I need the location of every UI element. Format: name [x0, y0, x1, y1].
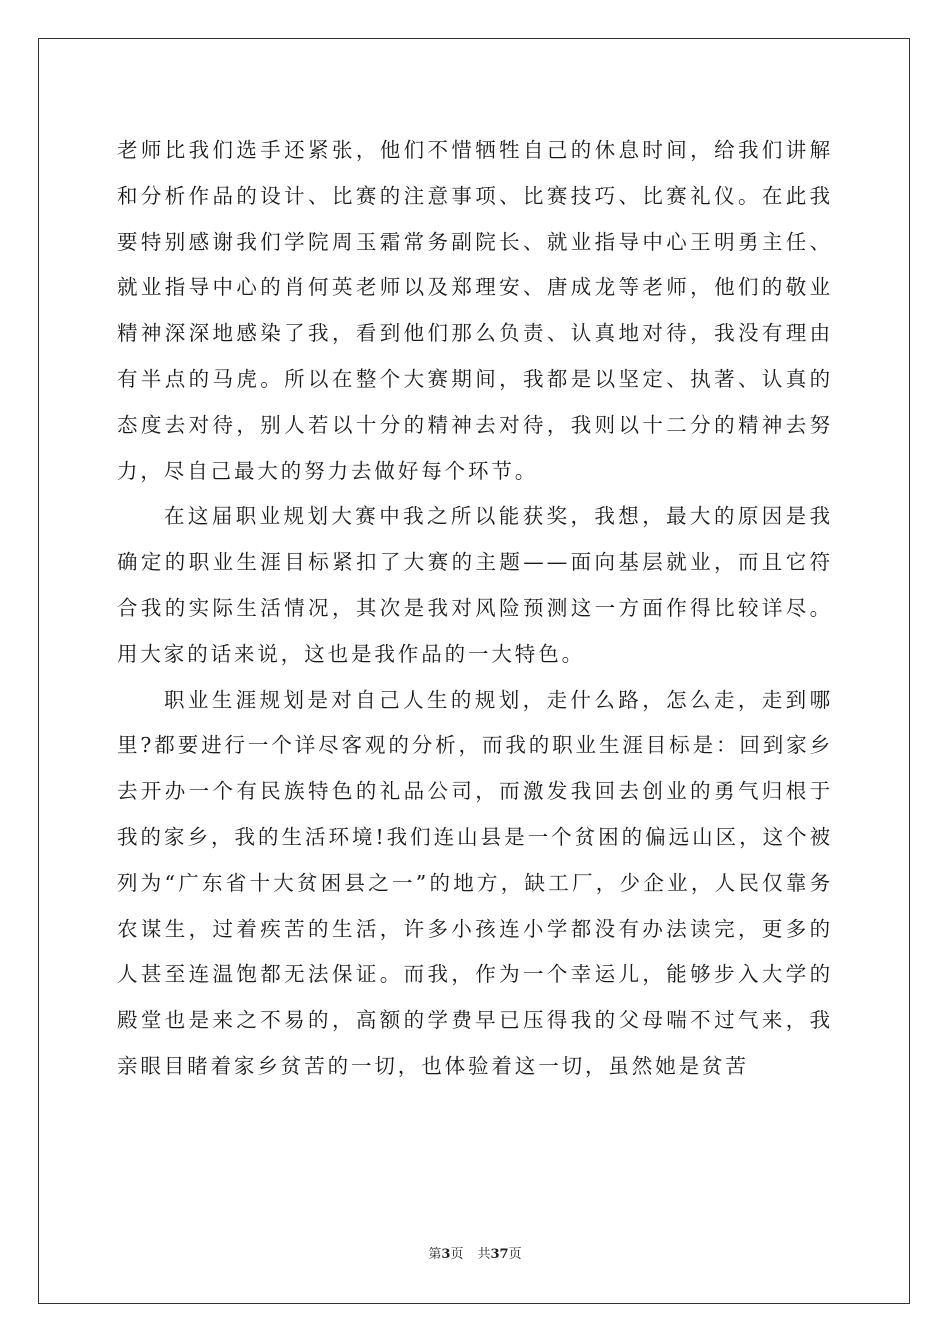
document-body [117, 128, 833, 1090]
paragraph-2: 在这届职业规划大赛中我之所以能获奖，我想，最大的原因是我确定的职业生涯目标紧扣了大赛的主题——面向基层就业，而且它符合我的实际生活情况，其次是我对风险预测这一方面作得比较详尽。用大家的话来说，这也是我作品的一大特色。 [117, 504, 833, 666]
paragraph-1: 老师比我们选手还紧张，他们不惜牺牲自己的休息时间，给我们讲解和分析作品的设计、比赛的注意事项、比赛技巧、比赛礼仪。在此我要特别感谢我们学院周玉霜常务副院长、就业指导中心王明勇主任、就业指导中心的肖何英老师以及郑理安、唐成龙等老师，他们的敬业精神深深地感染了我，看到他们那么负责、认真地对待，我没有理由有半点的马虎。所以在整个大赛期间，我都是以坚定、执著、认真的态度去对待，别人若以十分的精神去对待，我则以十二分的精神去努力，尽自己最大的努力去做好每个环节。 [117, 138, 833, 483]
total-pages-suffix: 页 [508, 1247, 522, 1262]
total-pages-prefix: 共 [477, 1247, 491, 1262]
current-page-number: 3 [441, 1247, 451, 1262]
page-number-suffix: 页 [450, 1247, 464, 1262]
paragraph-3: 职业生涯规划是对自己人生的规划，走什么路，怎么走，走到哪里?都要进行一个详尽客观的分析，而我的职业生涯目标是：回到家乡去开办一个有民族特色的礼品公司，而激发我回去创业的勇气归根于我的家乡，我的生活环境!我们连山县是一个贫困的偏远山区，这个被列为“广东省十大贫困县之一”的地方，缺工厂，少企业，人民仅靠务农谋生，过着疾苦的生活，许多小孩连小学都没有办法读完，更多的人甚至连温饱都无法保证。而我，作为一个幸运儿，能够步入大学的殿堂也是来之不易的，高额的学费早已压得我的父母喘不过气来，我亲眼目睹着家乡贫苦的一切，也体验着这一切，虽然她是贫苦 [117, 687, 833, 1078]
page-footer [0, 1246, 950, 1264]
total-page-count: 37 [490, 1247, 509, 1262]
page-number-prefix: 第 [428, 1247, 442, 1262]
